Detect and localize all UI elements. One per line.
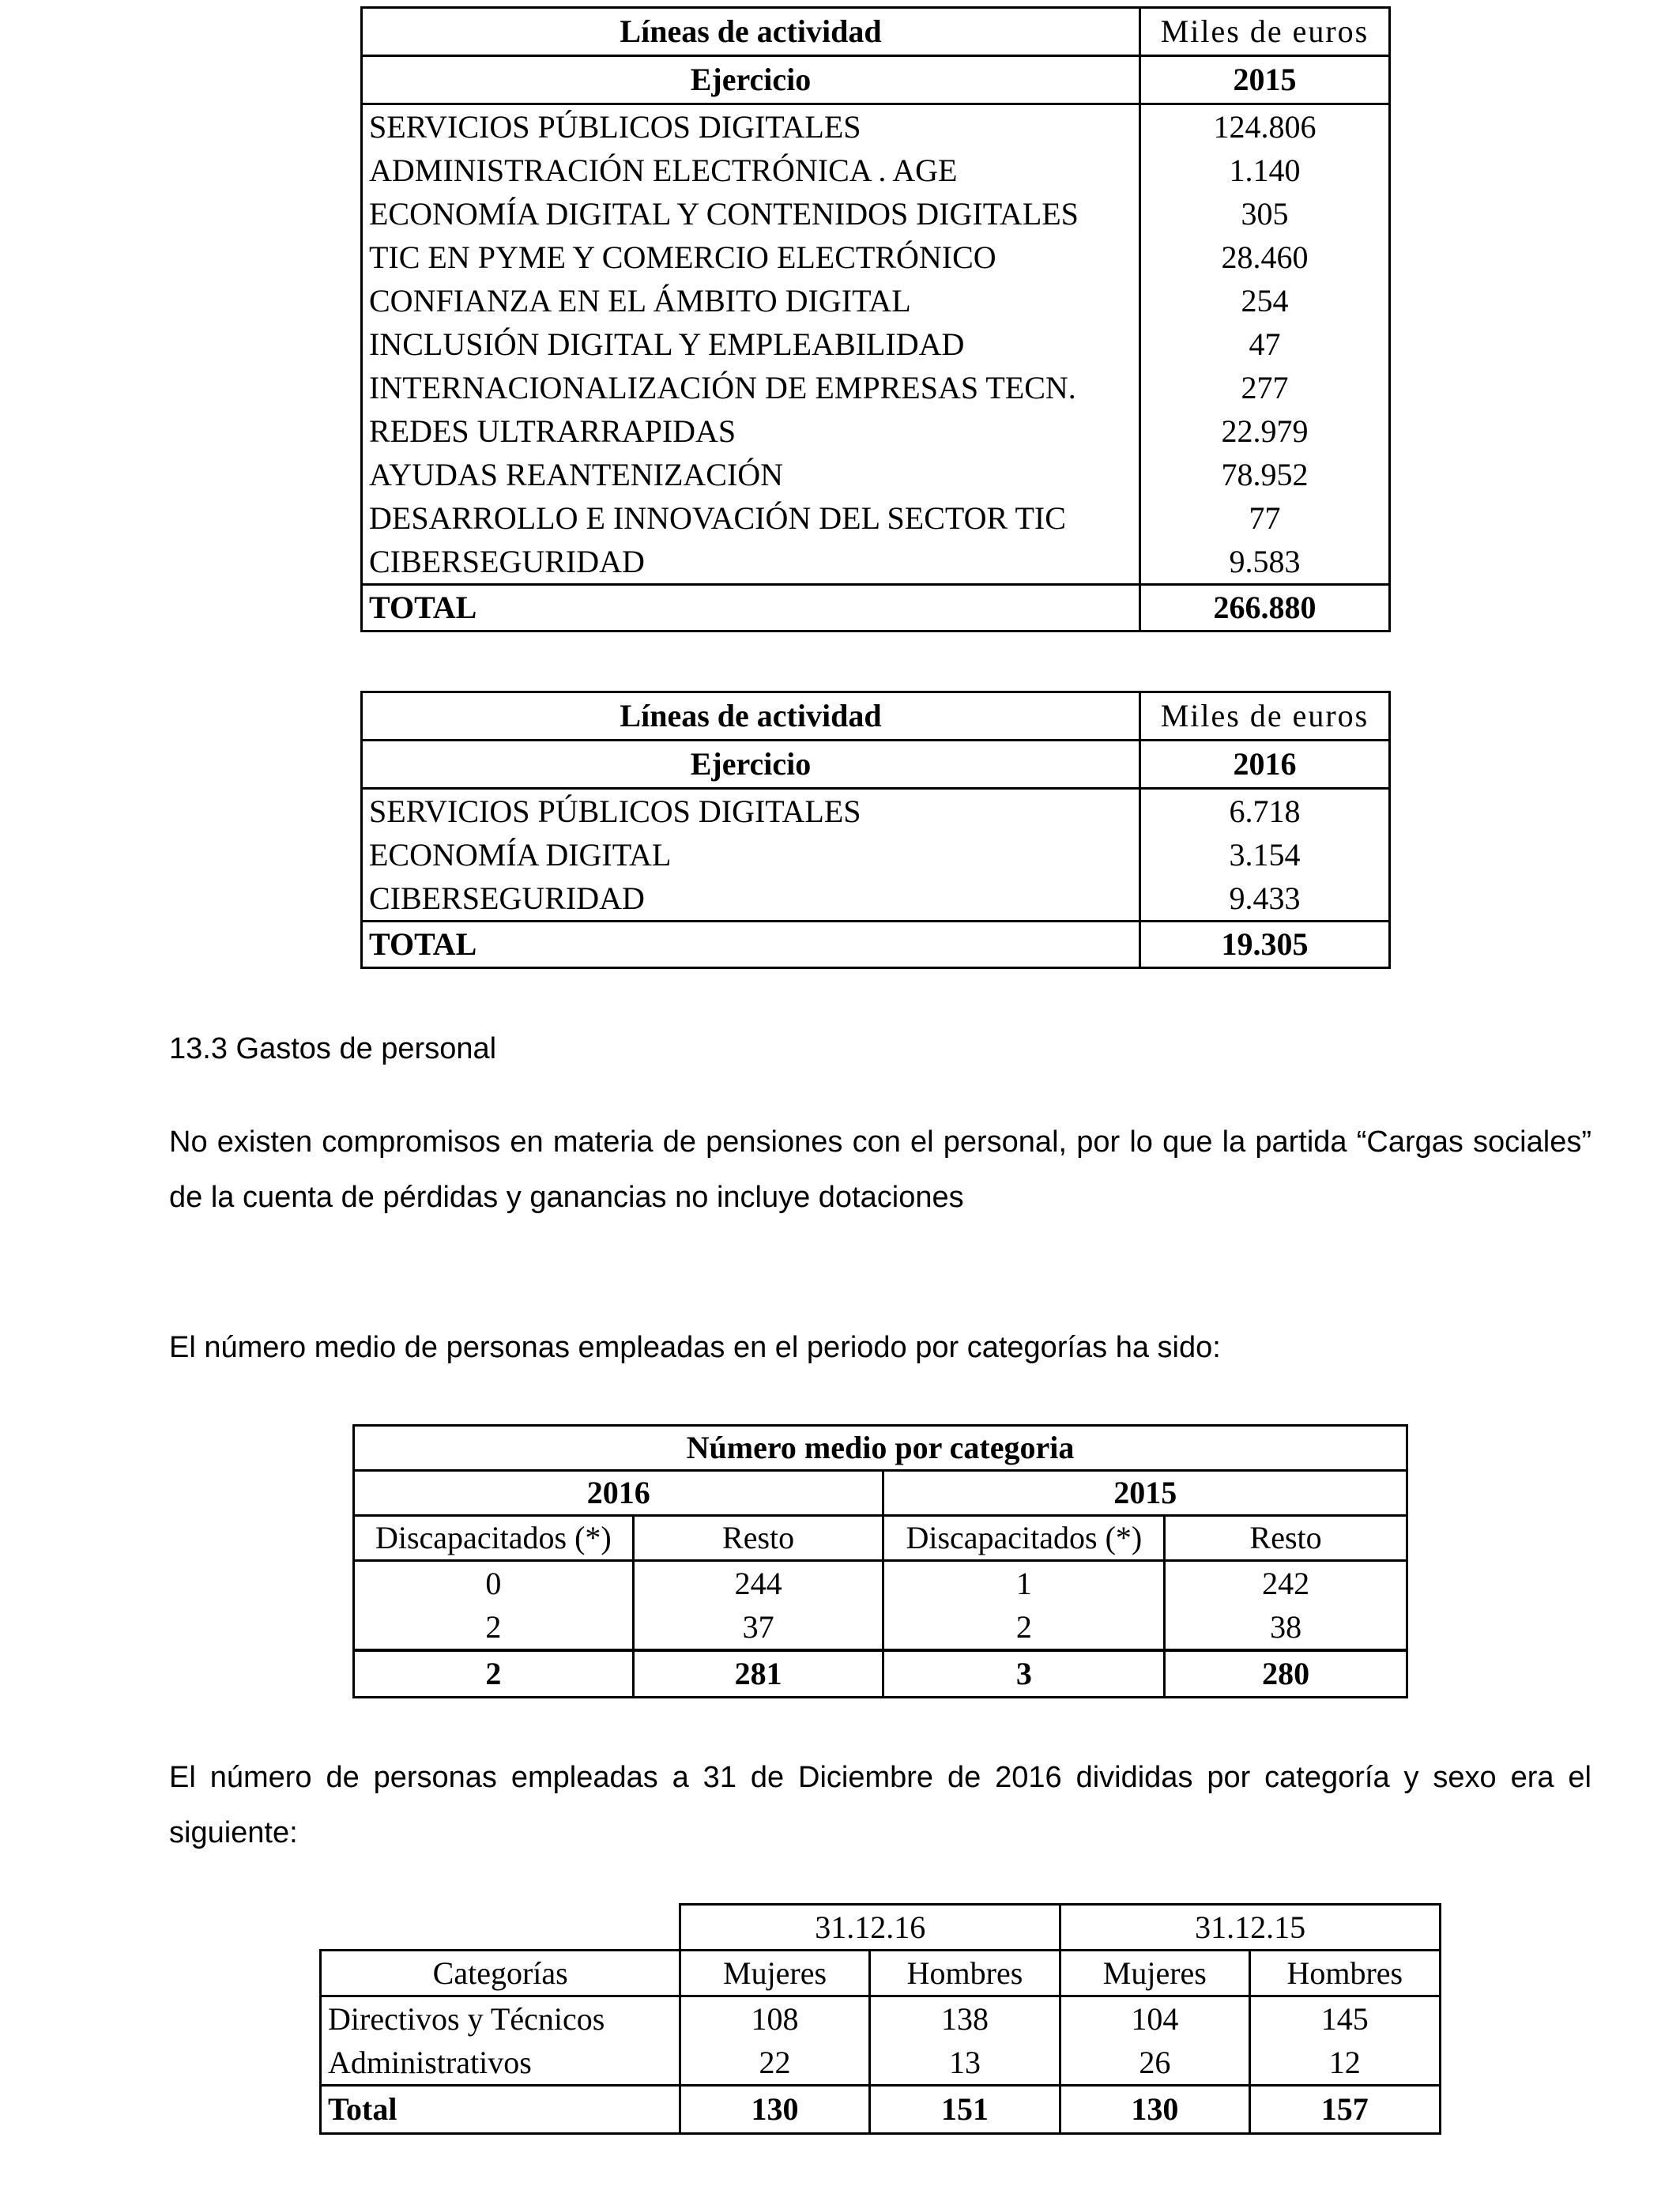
row-label: REDES ULTRARRAPIDAS <box>362 409 1140 453</box>
table-row <box>354 1605 1407 1650</box>
total-row <box>321 2086 1441 2134</box>
total-label: TOTAL <box>362 922 1140 968</box>
total-row <box>362 585 1390 631</box>
table-row <box>362 789 1390 834</box>
row-value: 124.806 <box>1140 104 1390 149</box>
total-cell: 281 <box>633 1650 883 1698</box>
table-row <box>362 279 1390 322</box>
col-mujeres: Mujeres <box>1060 1951 1249 1996</box>
table-row <box>362 149 1390 192</box>
col-hombres: Hombres <box>1249 1951 1440 1996</box>
total-row <box>354 1650 1407 1698</box>
row-label: ECONOMÍA DIGITAL <box>362 833 1140 876</box>
cell: 26 <box>1060 2041 1249 2086</box>
table-row <box>362 876 1390 922</box>
table-row <box>362 192 1390 236</box>
row-label: ADMINISTRACIÓN ELECTRÓNICA . AGE <box>362 149 1140 192</box>
table-row <box>362 409 1390 453</box>
table-row <box>362 322 1390 366</box>
row-value: 78.952 <box>1140 453 1390 496</box>
cell: 104 <box>1060 1996 1249 2041</box>
row-label: TIC EN PYME Y COMERCIO ELECTRÓNICO <box>362 236 1140 279</box>
table-row <box>354 1561 1407 1606</box>
total-value: 266.880 <box>1140 585 1390 631</box>
empty-corner <box>321 1905 680 1951</box>
col-resto: Resto <box>1165 1516 1407 1561</box>
cell: 12 <box>1249 2041 1440 2086</box>
cell: 242 <box>1165 1561 1407 1606</box>
row-label: Administrativos <box>321 2041 680 2086</box>
row-value: 47 <box>1140 322 1390 366</box>
row-value: 9.433 <box>1140 876 1390 922</box>
year-2015-header: 2015 <box>883 1471 1407 1516</box>
col-discapacitados: Discapacitados (*) <box>883 1516 1165 1561</box>
row-label: CIBERSEGURIDAD <box>362 540 1140 585</box>
cell: 37 <box>633 1605 883 1650</box>
row-value: 277 <box>1140 366 1390 409</box>
table-row <box>362 833 1390 876</box>
row-label: CIBERSEGURIDAD <box>362 876 1140 922</box>
row-value: 28.460 <box>1140 236 1390 279</box>
col-discapacitados: Discapacitados (*) <box>354 1516 634 1561</box>
total-cell: 130 <box>1060 2086 1249 2134</box>
row-label: INCLUSIÓN DIGITAL Y EMPLEABILIDAD <box>362 322 1140 366</box>
total-value: 19.305 <box>1140 922 1390 968</box>
row-value: 305 <box>1140 192 1390 236</box>
date-2016-header: 31.12.16 <box>680 1905 1060 1951</box>
header-ejercicio: Ejercicio <box>362 56 1140 104</box>
table-row <box>362 366 1390 409</box>
activity-table-2016 <box>360 691 1391 969</box>
header-miles: Miles de euros <box>1140 8 1390 56</box>
paragraph-sexo: El número de personas empleadas a 31 de Diciembre de 2016 divididas por categoría y sexo era el siguiente: <box>169 1761 1591 1849</box>
header-lineas: Líneas de actividad <box>362 692 1140 741</box>
table-row <box>362 453 1390 496</box>
total-cell: 2 <box>354 1650 634 1698</box>
header-ejercicio: Ejercicio <box>362 741 1140 789</box>
row-label: INTERNACIONALIZACIÓN DE EMPRESAS TECN. <box>362 366 1140 409</box>
header-year: 2015 <box>1140 56 1390 104</box>
row-label: AYUDAS REANTENIZACIÓN <box>362 453 1140 496</box>
paragraph-numero-medio: El número medio de personas empleadas en el periodo por categorías ha sido: <box>169 1331 1221 1364</box>
total-cell: 280 <box>1165 1650 1407 1698</box>
cell: 13 <box>869 2041 1060 2086</box>
year-2016-header: 2016 <box>354 1471 883 1516</box>
paragraph-pensiones: No existen compromisos en materia de pensiones con el personal, por lo que la partida “Cargas sociales” de la cuenta de pérdidas y ganancias no incluye dotaciones <box>169 1125 1591 1214</box>
table-row <box>362 496 1390 540</box>
cell: 2 <box>883 1605 1165 1650</box>
cell: 22 <box>680 2041 869 2086</box>
row-value: 254 <box>1140 279 1390 322</box>
col-mujeres: Mujeres <box>680 1951 869 1996</box>
cell: 1 <box>883 1561 1165 1606</box>
row-value: 9.583 <box>1140 540 1390 585</box>
header-miles: Miles de euros <box>1140 692 1390 741</box>
total-label: Total <box>321 2086 680 2134</box>
total-label: TOTAL <box>362 585 1140 631</box>
row-value: 6.718 <box>1140 789 1390 834</box>
section-heading: 13.3 Gastos de personal <box>169 1032 497 1065</box>
table-row <box>321 2041 1441 2086</box>
cell: 244 <box>633 1561 883 1606</box>
col-hombres: Hombres <box>869 1951 1060 1996</box>
row-label: DESARROLLO E INNOVACIÓN DEL SECTOR TIC <box>362 496 1140 540</box>
row-label: ECONOMÍA DIGITAL Y CONTENIDOS DIGITALES <box>362 192 1140 236</box>
cell: 138 <box>869 1996 1060 2041</box>
activity-table-2015 <box>360 6 1391 632</box>
cell: 108 <box>680 1996 869 2041</box>
row-label: SERVICIOS PÚBLICOS DIGITALES <box>362 104 1140 149</box>
col-resto: Resto <box>633 1516 883 1561</box>
total-row <box>362 922 1390 968</box>
row-label: Directivos y Técnicos <box>321 1996 680 2041</box>
row-value: 22.979 <box>1140 409 1390 453</box>
cell: 38 <box>1165 1605 1407 1650</box>
table-row <box>362 236 1390 279</box>
staff-by-sex-table <box>319 1903 1441 2135</box>
total-cell: 157 <box>1249 2086 1440 2134</box>
average-staff-table <box>352 1424 1408 1698</box>
cell: 2 <box>354 1605 634 1650</box>
avg-table-title: Número medio por categoria <box>354 1426 1407 1471</box>
col-categorias: Categorías <box>321 1951 680 1996</box>
table-row <box>362 540 1390 585</box>
table-row <box>362 104 1390 149</box>
row-value: 77 <box>1140 496 1390 540</box>
cell: 145 <box>1249 1996 1440 2041</box>
header-year: 2016 <box>1140 741 1390 789</box>
total-cell: 151 <box>869 2086 1060 2134</box>
row-value: 1.140 <box>1140 149 1390 192</box>
row-value: 3.154 <box>1140 833 1390 876</box>
row-label: SERVICIOS PÚBLICOS DIGITALES <box>362 789 1140 834</box>
total-cell: 3 <box>883 1650 1165 1698</box>
header-lineas: Líneas de actividad <box>362 8 1140 56</box>
row-label: CONFIANZA EN EL ÁMBITO DIGITAL <box>362 279 1140 322</box>
date-2015-header: 31.12.15 <box>1060 1905 1441 1951</box>
total-cell: 130 <box>680 2086 869 2134</box>
cell: 0 <box>354 1561 634 1606</box>
table-row <box>321 1996 1441 2041</box>
